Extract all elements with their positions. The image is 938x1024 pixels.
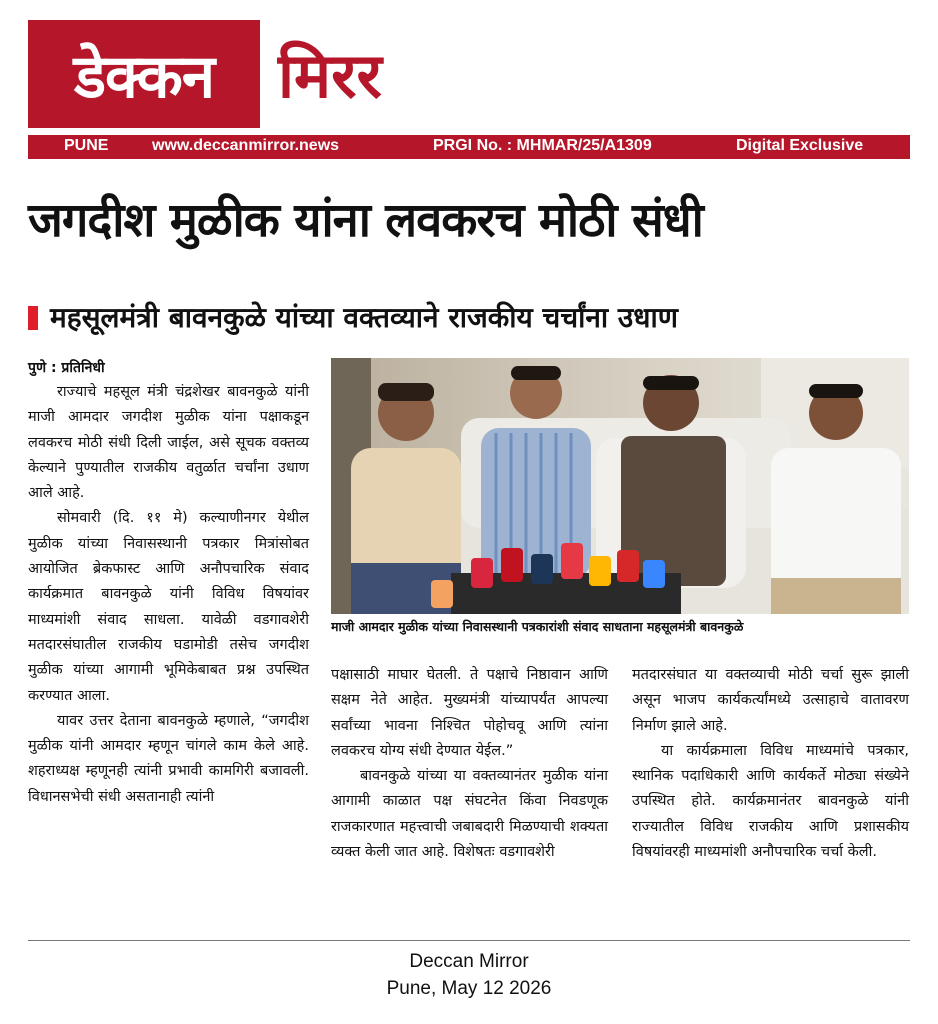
article-column-3	[632, 663, 909, 865]
info-city: PUNE	[64, 137, 109, 154]
logo-word1: डेक्कन	[28, 20, 260, 128]
dateline: पुणे : प्रतिनिधी	[28, 360, 105, 376]
info-prgi: PRGI No. : MHMAR/25/A1309	[433, 137, 652, 154]
article-column-2	[331, 663, 608, 865]
subheadline: महसूलमंत्री बावनकुळे यांच्या वक्तव्याने राजकीय चर्चांना उधाण	[50, 301, 678, 334]
col2-paragraph-2: बावनकुळे यांच्या या वक्तव्यानंतर मुळीक यांना आगामी काळात पक्ष संघटनेत किंवा निवडणूक राजकारणात महत्त्वाची जबाबदारी मिळण्याची शक्यता व्यक्त केली जात आहे. विशेषतः वडगावशेरी	[331, 768, 608, 861]
photo-caption: माजी आमदार मुळीक यांच्या निवासस्थानी पत्रकारांशी संवाद साधताना महसूलमंत्री बावनकुळे	[331, 619, 744, 634]
info-bar	[28, 135, 910, 159]
col2-paragraph-1: पक्षासाठी माघार घेतली. ते पक्षाचे निष्ठावान आणि सक्षम नेते आहेत. मुख्यमंत्री यांच्यापर्यंत आपल्या सर्वांच्या भावना निश्चित पोहोचवू आणि त्यांना लवकरच योग्य संधी देण्यात येईल.”	[331, 667, 608, 759]
col1-paragraph-3: यावर उत्तर देताना बावनकुळे म्हणाले, “जगदीश मुळीक यांनी आमदार म्हणून चांगले काम केले आहे. शहराध्यक्ष म्हणूनही त्यांनी प्रभावी कामगिरी बजावली. विधानसभेची संधी असतानाही त्यांनी	[28, 712, 309, 805]
col1-paragraph-1: राज्याचे महसूल मंत्री चंद्रशेखर बावनकुळे यांनी माजी आमदार जगदीश मुळीक यांना पक्षाकडून लवकरच मोठी संधी दिली जाईल, असे सूचक वक्तव्य केल्याने पुण्यातील राजकीय वतुर्ळात चर्चांना उधाण आले आहे.	[28, 384, 309, 502]
subheadline-marker	[28, 306, 38, 330]
masthead	[28, 20, 908, 128]
headline: जगदीश मुळीक यांना लवकरच मोठी संधी	[28, 193, 703, 248]
col3-paragraph-2: या कार्यक्रमाला विविध माध्यमांचे पत्रकार, स्थानिक पदाधिकारी आणि कार्यकर्ते मोठ्या संख्येने उपस्थित होते. कार्यक्रमानंतर बावनकुळे यांनी राज्यातील विविध राजकीय आणि प्रशासकीय विषयांवरही माध्यमांशी अनौपचारिक चर्चा केली.	[632, 742, 909, 861]
footer-publication: Deccan Mirror	[409, 951, 529, 972]
footer-date: Pune, May 12 2026	[386, 978, 552, 999]
info-website[interactable]: www.deccanmirror.news	[152, 137, 340, 154]
press-photo	[331, 358, 909, 614]
footer-rule	[28, 940, 910, 941]
info-tag: Digital Exclusive	[736, 137, 864, 154]
logo-word2: मिरर	[278, 39, 382, 112]
col3-paragraph-1: मतदारसंघात या वक्तव्याची मोठी चर्चा सुरू झाली असून भाजप कार्यकर्त्यांमध्ये उत्साहाचे वातावरण निर्माण झाले आहे.	[632, 667, 909, 734]
article-column-1	[28, 380, 309, 810]
subheadline-block	[28, 297, 910, 341]
col1-paragraph-2: सोमवारी (दि. ११ मे) कल्याणीनगर येथील मुळीक यांच्या निवासस्थानी पत्रकार मित्रांसोबत आयोजित ब्रेकफास्ट आणि अनौपचारिक संवाद कार्यक्रमात बावनकुळे यांनी विविध विषयांवर माध्यमांशी संवाद साधला. यावेळी वडगावशेरी मतदारसंघातील राजकीय घडामोडी तसेच जगदीश मुळीक यांच्या आगामी भूमिकेबाबत प्रश्न उपस्थित करण्यात आला.	[28, 510, 309, 704]
footer	[0, 948, 938, 1002]
